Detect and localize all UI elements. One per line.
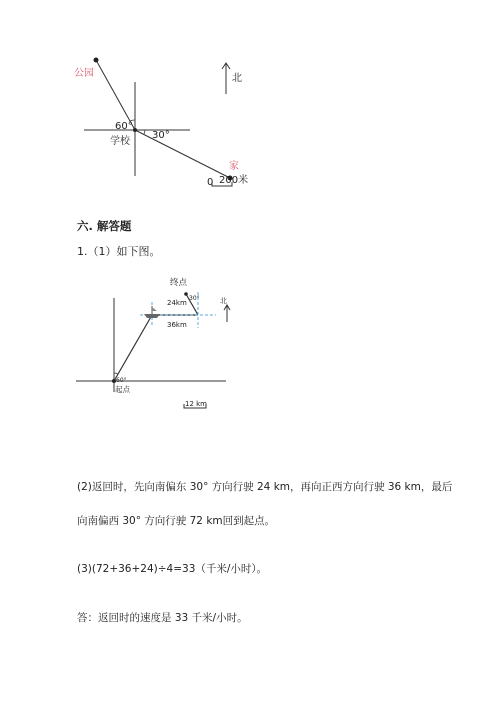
angle-30-label-2: 30° (189, 295, 200, 302)
answer-part2-line1: (2)返回时，先向南偏东 30° 方向行驶 24 km，再向正西方向行驶 36 km，最后 (77, 481, 453, 493)
angle-30-arc (144, 130, 145, 134)
dist-24-label: 24km (167, 299, 187, 307)
answer-part3: (3)(72+36+24)÷4=33（千米/小时）。 (77, 563, 268, 575)
dist-36-label: 36km (167, 321, 187, 329)
scale-value-label-2: 12 km (185, 400, 208, 408)
north-label: 北 (232, 73, 242, 84)
answer-part2-line2: 向南偏西 30° 方向行驶 72 km回到起点。 (77, 515, 276, 527)
route-leg-1 (114, 315, 152, 381)
park-label: 公园 (74, 68, 94, 79)
route-diagram-2 (70, 270, 240, 420)
route-to-home-line (135, 130, 230, 178)
start-label: 起点 (115, 385, 130, 394)
school-point (133, 128, 137, 132)
answer-final: 答：返回时的速度是 33 千米/小时。 (77, 612, 248, 624)
north-label-2: 北 (220, 297, 227, 305)
end-label: 终点 (170, 278, 188, 288)
school-label: 学校 (110, 136, 130, 147)
boat-icon (144, 306, 160, 318)
section-title: 六. 解答题 (77, 219, 132, 233)
park-point (94, 58, 99, 63)
question-1-line: 1.（1）如下图。 (77, 245, 161, 258)
home-label: 家 (229, 161, 239, 172)
angle-30-label: 30° (152, 130, 170, 141)
scale-value-label: 200米 (219, 175, 249, 186)
angle-60-label-2: 60° (116, 377, 127, 384)
scale-zero-label: 0 (207, 177, 214, 188)
angle-60-label: 60° (115, 121, 133, 132)
